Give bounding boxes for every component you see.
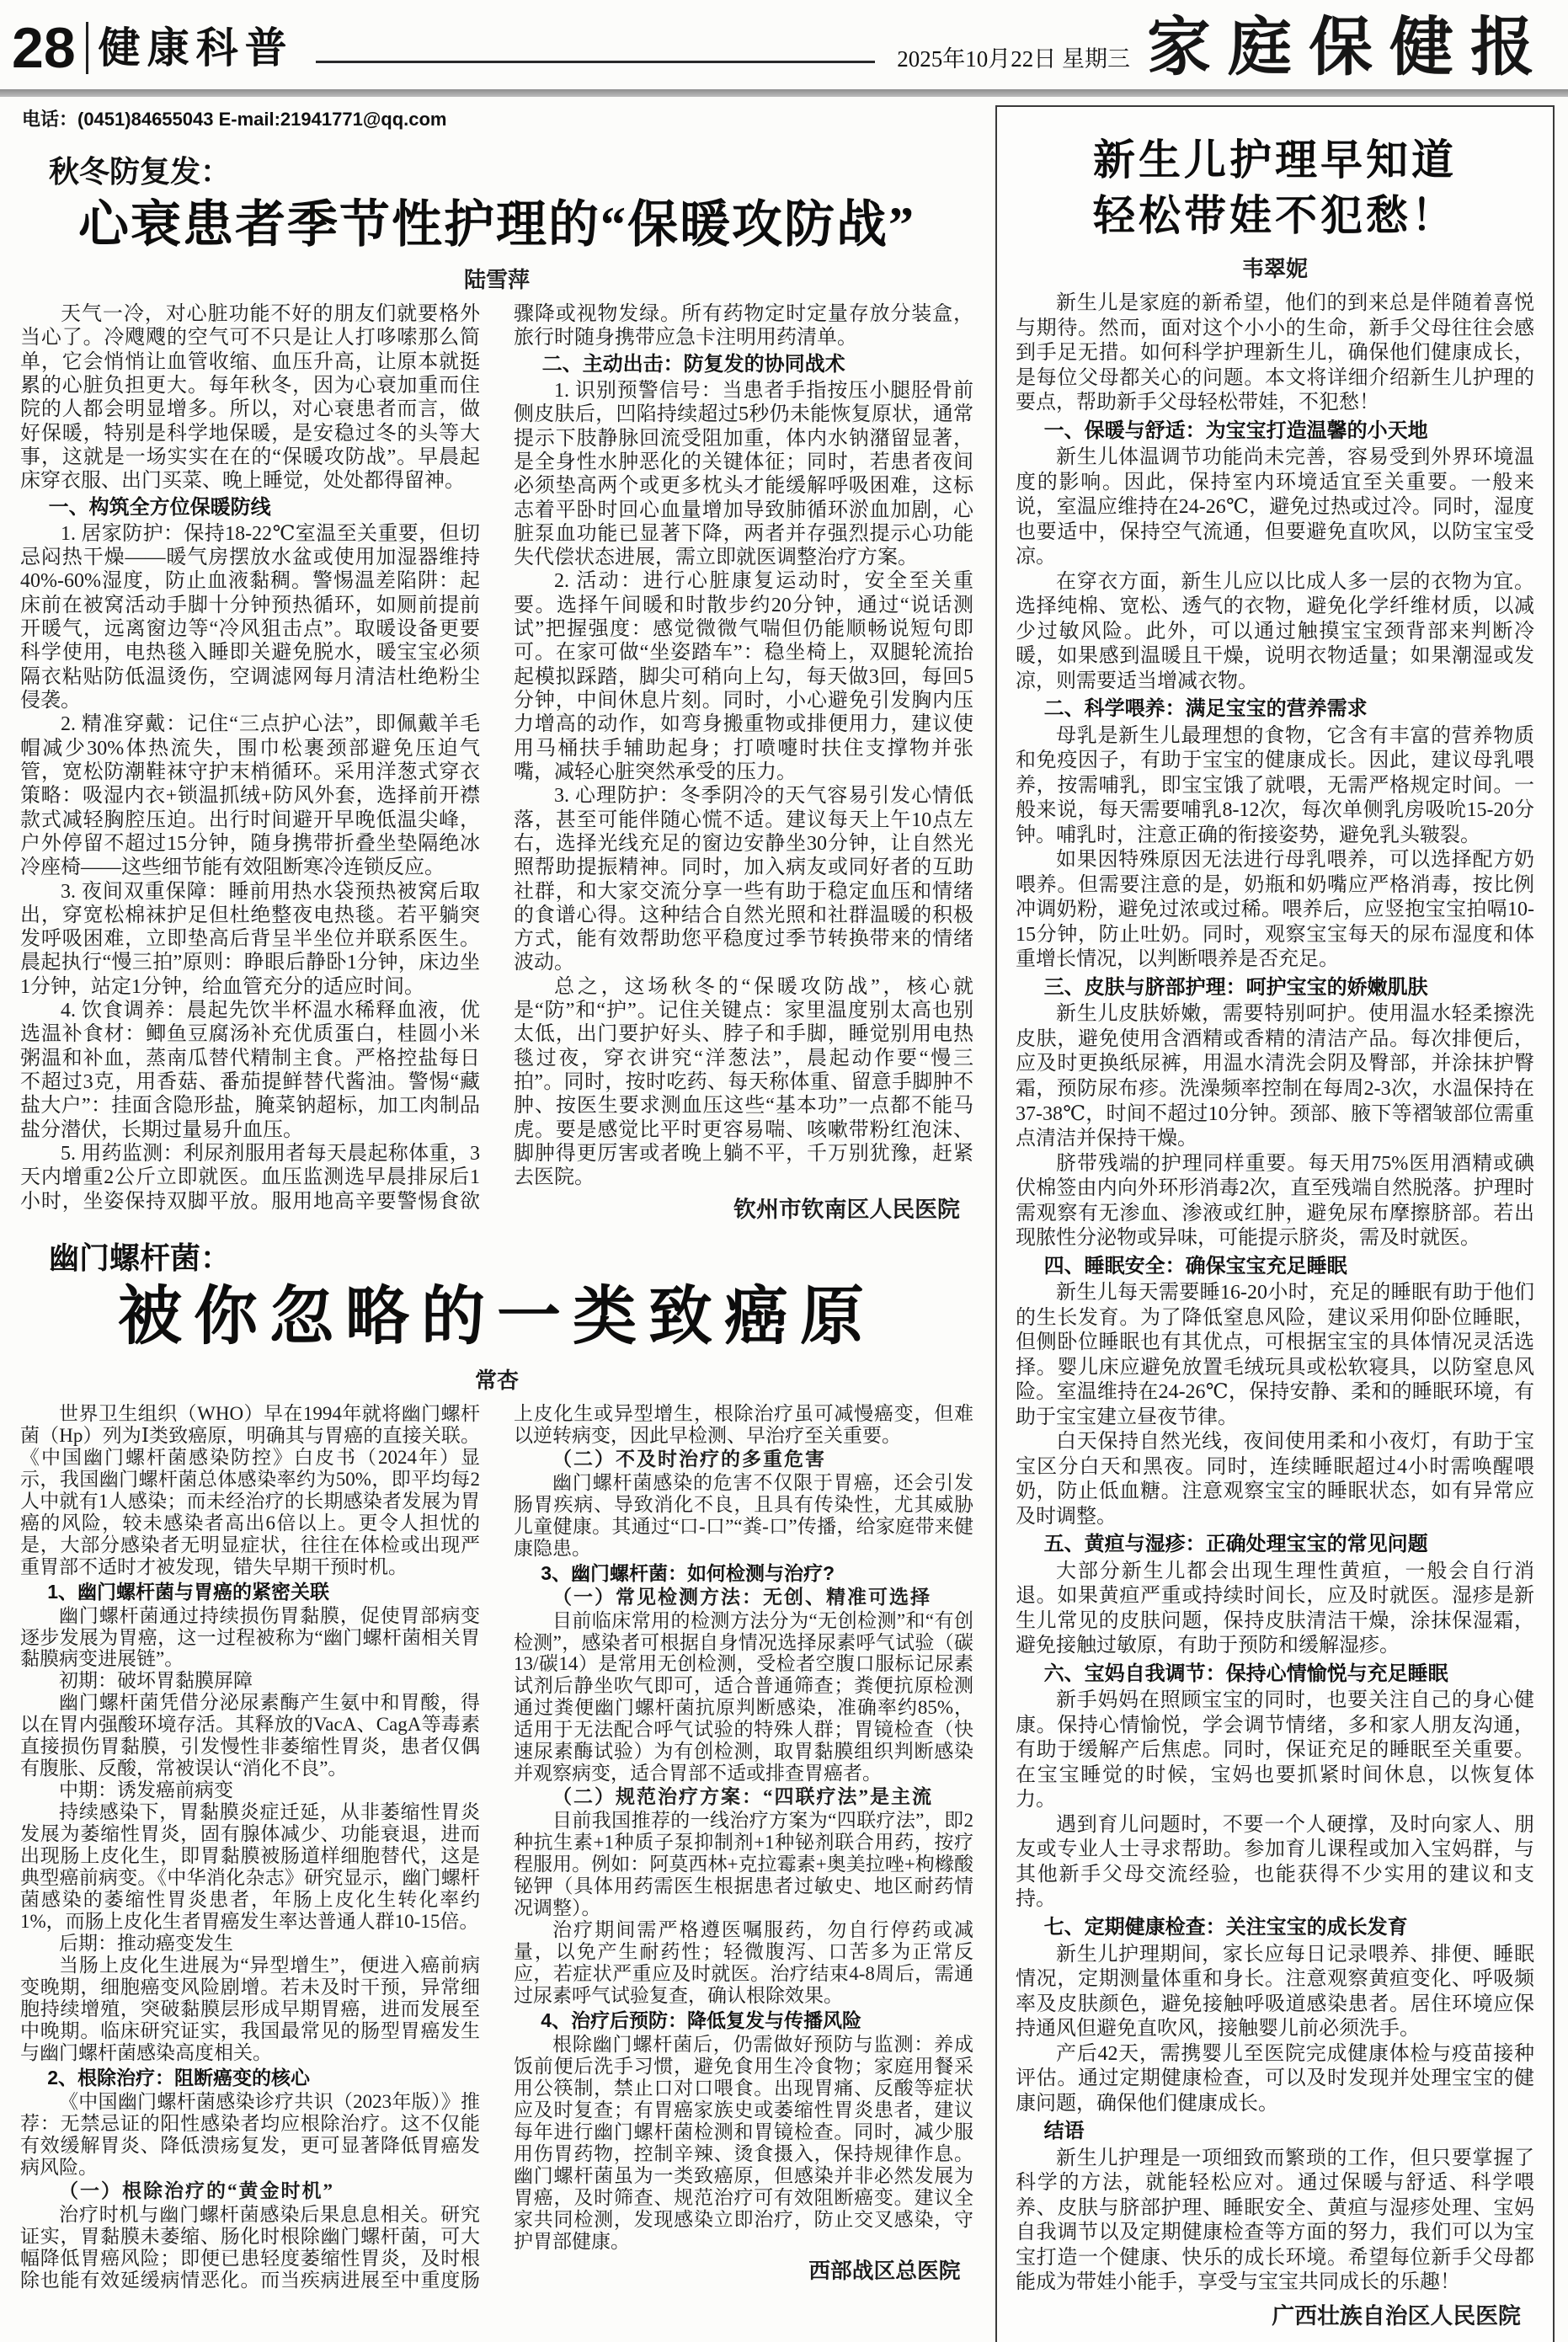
header-thick-rule <box>0 89 1568 97</box>
section-heading: 五、黄疸与湿疹：正确处理宝宝的常见问题 <box>1043 1533 1428 1556</box>
paragraph: 如果因特殊原因无法进行母乳喂养，可以选择配方奶喂养。但需要注意的是，奶瓶和奶嘴应严格消毒，按比例冲调奶粉，避免过浓或过稀。喂养后，应竖抱宝宝拍嗝10-15分钟，防止吐奶。同时，观察宝宝每天的尿布湿度和体重增长情况，以判断喂养是否充足。 <box>1016 849 1534 971</box>
paragraph: 治疗时机与幽门螺杆菌感染后果息息相关。研究证实，胃黏膜未萎缩、肠化时根除幽门螺杆菌，可大幅降低胃癌风险；即便已患轻度萎缩性胃炎，及时根除也能有效延缓病情恶化。而当疾病进展至中重度肠上皮化生或异型增生，根除治疗虽可减慢癌变，但难以逆转病变，因此早检测、早治疗至关重要。 <box>20 1402 973 2291</box>
paragraph: 目前临床常用的检测方法分为“无创检测”和“有创检测”，感染者可根据自身情况选择尿素呼气试验（碳13/碳14）是常用无创检测，受检者空腹口服标记尿素试剂后静坐吹气即可，适合普通筛查；粪便抗原检测通过粪便幽门螺杆菌抗原判断感染，准确率约85%，适用于无法配合呼气试验的特殊人群；胃镜检查（快速尿素酶试验）为有创检测，取胃黏膜组织判断感染并观察病变，适合胃部不适或排查胃癌者。 <box>514 1609 973 1785</box>
paragraph: 中期：诱发癌前病变 <box>59 1779 233 1801</box>
sub-heading: （二）规范治疗方案：“四联疗法”是主流 <box>552 1786 933 1808</box>
paragraph: 幽门螺杆菌凭借分泌尿素酶产生氨中和胃酸，得以在胃内强酸环境存活。其释放的VacA、CagA等毒素直接损伤胃黏膜，引发慢性非萎缩性胃炎，患者仅偶有腹胀、反酸，常被误认“消化不良”。 <box>20 1692 480 1779</box>
paragraph: 新手妈妈在照顾宝宝的同时，也要关注自己的身心健康。保持心情愉悦，学会调节情绪，多和家人朋友沟通，有助于缓解产后焦虑。同时，保证充足的睡眠至关重要。在宝宝睡觉的时候，宝妈也要抓紧时间休息，以恢复体力。 <box>1016 1689 1534 1811</box>
paragraph: 幽门螺杆菌感染的危害不仅限于胃癌，还会引发肠胃疾病、导致消化不良，且具有传染性，尤其威胁儿童健康。其通过“口-口”“粪-口”传播，给家庭带来健康隐患。 <box>514 1471 973 1559</box>
paragraph: 1. 识别预警信号：当患者手指按压小腿胫骨前侧皮肤后，凹陷持续超过5秒仍未能恢复原状，通常提示下肢静脉回流受阻加重，体内水钠潴留显著，是全身性水肿恶化的关键体征；同时，若患者夜间必须垫高两个或更多枕头才能缓解呼吸困难，这标志着平卧时回心血量增加导致肺循环淤血加剧，心脏泵血功能已显著下降，两者并存强烈提示心功能失代偿状态进展，需立即就医调整治疗方案。 <box>514 379 973 569</box>
section-heading: 二、科学喂养：满足宝宝的营养需求 <box>1043 697 1368 721</box>
paragraph: 后期：推动癌变发生 <box>59 1933 233 1955</box>
article-kicker: 幽门螺杆菌： <box>49 1240 232 1276</box>
paragraph: 脐带残端的护理同样重要。每天用75%医用酒精或碘伏棉签由内向外环形消毒2次，直至残端自然脱落。护理时需观察有无渗血、渗液或红肿，避免尿布摩擦脐部。若出现脓性分泌物或异味，可能提示脐炎，需及时就医。 <box>1016 1152 1534 1250</box>
paragraph: 白天保持自然光线，夜间使用柔和小夜灯，有助于宝宝区分白天和黑夜。同时，连续睡眠超过4小时需唤醒喂奶，防止低血糖。注意观察宝宝的睡眠状态，如有异常应及时调整。 <box>1016 1431 1534 1528</box>
section-heading: 1、幽门螺杆菌与胃癌的紧密关联 <box>47 1580 329 1603</box>
paragraph: 世界卫生组织（WHO）早在1994年就将幽门螺杆菌（Hp）列为Ⅰ类致癌原，明确其与胃癌的直接关联。《中国幽门螺杆菌感染防控》白皮书（2024年）显示，我国幽门螺杆菌总体感染率约为50%，即平均每2人中就有1人感染；而未经治疗的长期感染者发展为胃癌的风险，较未感染者高出6倍以上。更令人担忧的是，大部分感染者无明显症状，往往在体检或出现严重胃部不适时才被发现，错失早期干预时机。 <box>20 1402 480 1577</box>
sub-heading: （一）常见检测方法：无创、精准可选择 <box>552 1586 931 1608</box>
header-left <box>12 16 294 80</box>
article-helicobacter <box>20 1235 973 2291</box>
paragraph: 产后42天，需携婴儿至医院完成健康体检与疫苗接种评估。通过定期健康检查，可以及时发现并处理宝宝的健康问题，确保他们健康成长。 <box>1016 2042 1534 2115</box>
article-author: 常杏 <box>474 1367 519 1393</box>
paragraph: 1. 居家防护：保持18-22℃室温至关重要，但切忌闷热干燥——暖气房摆放水盆或使用加湿器维持40%-60%湿度，防止血液黏稠。警惕温差陷阱：起床前在被窝活动手脚十分钟预热循环，如厕前提前开暖气，远离窗边等“冷风狙击点”。取暖设备更要科学使用，电热毯入睡即关避免脱水，暖宝宝必须隔衣粘贴防低温烫伤，空调滤网每月清洁杜绝粉尘侵袭。 <box>20 522 480 712</box>
section-heading: 一、构筑全方位保暖防线 <box>48 495 271 519</box>
paragraph: 新生儿皮肤娇嫩，需要特别呵护。使用温水轻柔擦洗皮肤，避免使用含酒精或香精的清洁产品。每次排便后，应及时更换纸尿裤，用温水清洗会阴及臀部，并涂抹护臀霜，预防尿布疹。洗澡频率控制在每周2-3次，水温保持在37-38℃，时间不超过10分钟。颈部、腋下等褶皱部位需重点清洁并保持干燥。 <box>1016 1003 1534 1150</box>
header-divider <box>86 22 88 74</box>
paragraph: 3. 夜间双重保障：睡前用热水袋预热被窝后取出，穿宽松棉袜护足但杜绝整夜电热毯。若平躺突发呼吸困难，立即垫高后背呈半坐位并联系医生。晨起执行“慢三拍”原则：睁眼后静卧1分钟，床边坐1分钟，站定1分钟，给血管充分的适应时间。 <box>20 880 480 998</box>
section-heading: 六、宝妈自我调节：保持心情愉悦与充足睡眠 <box>1043 1662 1448 1685</box>
paragraph: 天气一冷，对心脏功能不好的朋友们就要格外当心了。冷飕飕的空气可不只是让人打哆嗦那么简单，它会悄悄让血管收缩、血压升高，让原本就挺累的心脏负担更大。每年秋冬，因为心衰加重而住院的人都会明显增多。所以，对心衰患者而言，做好保暖，特别是科学地保暖，是安稳过冬的头等大事，这就是一场实实在在的“保暖攻防战”。早晨起床穿衣服、出门买菜、晚上睡觉，处处都得留神。 <box>20 303 480 493</box>
article-body <box>20 302 973 1223</box>
paragraph: 大部分新生儿都会出现生理性黄疸，一般会自行消退。如果黄疸严重或持续时间长，应及时就医。湿疹是新生儿常见的皮肤问题，保持皮肤清洁干燥，涂抹保湿霜，避免接触过敏原，有助于预防和缓解湿疹。 <box>1016 1560 1534 1657</box>
section-title: 健康科普 <box>98 24 294 72</box>
section-heading: 结语 <box>1043 2120 1085 2143</box>
section-heading: 3、幽门螺杆菌：如何检测与治疗? <box>541 1561 835 1584</box>
article-body <box>20 1403 973 2291</box>
paragraph: 《中国幽门螺杆菌感染诊疗共识（2023年版）》推荐：无禁忌证的阳性感染者均应根除治疗。这不仅能有效缓解胃炎、降低溃疡复发，更可显著降低胃癌发病风险。 <box>20 2091 480 2179</box>
section-heading: 2、根除治疗：阻断癌变的核心 <box>47 2067 310 2089</box>
paragraph: 新生儿体温调节功能尚未完善，容易受到外界环境温度的影响。因此，保持室内环境适宜至关重要。一般来说，室温应维持在24-26℃，避免过热或过冷。同时，湿度也要适中，保持空气流通，但要避免直吹风，以防宝宝受凉。 <box>1016 446 1534 568</box>
section-heading: 四、睡眠安全：确保宝宝充足睡眠 <box>1043 1254 1347 1278</box>
section-heading: 二、主动出击：防复发的协同战术 <box>541 352 845 376</box>
paragraph: 母乳是新生儿最理想的食物，它含有丰富的营养物质和免疫因子，有助于宝宝的健康成长。因此，建议母乳喂养，按需哺乳，即宝宝饿了就喂，无需严格规定时间。一般来说，每天需要哺乳8-12次，每次单侧乳房吸吮15-20分钟。哺乳时，注意正确的衔接姿势，避免乳头皲裂。 <box>1016 724 1534 846</box>
paragraph: 根除幽门螺杆菌后，仍需做好预防与监测：养成饭前便后洗手习惯，避免食用生冷食物；家庭用餐采用公筷制，禁止口对口喂食。出现胃痛、反酸等症状应及时复查；有胃癌家族史或萎缩性胃炎患者，建议每年进行幽门螺杆菌检测和胃镜检查。同时，减少服用伤胃药物，控制辛辣、烫食摄入，保持规律作息。幽门螺杆菌虽为一类致癌原，但感染并非必然发展为胃癌，及时筛查、规范治疗可有效阻断癌变。建议全家共同检测，发现感染立即治疗，防止交叉感染，守护胃部健康。 <box>514 2034 973 2253</box>
article-body <box>1016 291 1534 2330</box>
article-title-line2: 轻松带娃不犯愁！ <box>1093 192 1457 239</box>
paragraph: 幽门螺杆菌通过持续损伤胃黏膜，促使胃部病变逐步发展为胃癌，这一过程被称为“幽门螺杆菌相关胃黏膜病变进展链”。 <box>20 1604 480 1670</box>
contact-line: 电话：(0451)84655043 E-mail:21941771@qq.com <box>22 109 447 130</box>
paragraph: 在穿衣方面，新生儿应以比成人多一层的衣物为宜。选择纯棉、宽松、透气的衣物，避免化学纤维材质，以减少过敏风险。此外，可以通过触摸宝宝颈背部来判断冷暖，如果感到温暖且干燥，说明衣物适量；如果潮湿或发凉，则需要适当增减衣物。 <box>1016 570 1534 692</box>
paragraph: 3. 心理防护：冬季阴冷的天气容易引发心情低落，甚至可能伴随心慌不适。建议每天上午10点左右，选择光线充足的窗边安静坐30分钟，让自然光照帮助提振精神。同时，加入病友或同好者的互助社群，和大家交流分享一些有助于稳定血压和情绪的食谱心得。这种结合自然光照和社群温暖的积极方式，能有效帮助您平稳度过季节转换带来的情绪波动。 <box>514 785 973 974</box>
paragraph: 初期：破坏胃黏膜屏障 <box>59 1670 253 1692</box>
article-newborn-care-box <box>995 105 1555 2342</box>
sub-heading: （一）根除治疗的“黄金时机” <box>59 2180 334 2202</box>
paragraph: 治疗期间需严格遵医嘱服药，勿自行停药或减量，以免产生耐药性；轻微腹泻、口苦多为正常反应，若症状严重应及时就医。治疗结束4-8周后，需通过尿素呼气试验复查，确认根除效果。 <box>514 1919 973 2007</box>
section-heading: 4、治疗后预防：降低复发与传播风险 <box>541 2009 861 2032</box>
article-kicker: 秋冬防复发： <box>49 154 232 189</box>
paragraph: 新生儿每天需要睡16-20小时，充足的睡眠有助于他们的生长发育。为了降低窒息风险，建议采用仰卧位睡眠，但侧卧位睡眠也有其优点，可根据宝宝的具体情况灵活选择。婴儿床应避免放置毛绒玩具或松软寝具，以防窒息风险。室温维持在24-26℃，保持安静、柔和的睡眠环境，有助于宝宝建立昼夜节律。 <box>1016 1282 1534 1428</box>
article-title-line1: 新生儿护理早知道 <box>1093 136 1457 184</box>
section-heading: 七、定期健康检查：关注宝宝的成长发育 <box>1043 1916 1408 1939</box>
article-title: 被你忽略的一类致癌原 <box>118 1282 876 1353</box>
paragraph: 总之，这场秋冬的“保暖攻防战”，核心就是“防”和“护”。记住关键点：家里温度别太高也别太低，出门要护好头、脖子和手脚，睡觉别用电热毯过夜，穿衣讲究“洋葱法”，晨起动作要“慢三拍”。同时，按时吃药、每天称体重、留意手脚肿不肿、按医生要求测血压这些“基本功”一点都不能马虎。要是感觉比平时更容易喘、咳嗽带粉红泡沫、脚肿得更厉害或者晚上躺不平，千万别犹豫，赶紧去医院。 <box>514 975 973 1189</box>
left-column <box>20 97 973 2291</box>
paragraph: 遇到育儿问题时，不要一个人硬撑，及时向家人、朋友或专业人士寻求帮助。参加育儿课程或加入宝妈群，与其他新手父母交流经验，也能获得不少实用的建议和支持。 <box>1016 1813 1534 1911</box>
article-author: 韦翠妮 <box>1241 256 1308 281</box>
article-title <box>1016 132 1534 243</box>
paragraph: 2. 活动：进行心脏康复运动时，安全至关重要。选择午间暖和时散步约20分钟，通过“说话测试”把握强度：感觉微微气喘但仍能顺畅说短句即可。在家可做“坐姿踏车”：稳坐椅上，双腿轮流抬起模拟踩踏，脚尖可稍向上勾，每天做3回，每回5分钟，中间休息片刻。同时，小心避免引发胸内压力增高的动作，如弯身搬重物或排便用力，建议使用马桶扶手辅助起身；打喷嚏时扶住支撑物并张嘴，减轻心脏突然承受的压力。 <box>514 570 973 783</box>
issue-date: 2025年10月22日 星期三 <box>897 45 1130 72</box>
paragraph: 持续感染下，胃黏膜炎症迁延，从非萎缩性胃炎发展为萎缩性胃炎，固有腺体减少、功能衰退，进而出现肠上皮化生，即胃黏膜被肠道样细胞替代，这是典型癌前病变。《中华消化杂志》研究显示，幽门螺杆菌感染的萎缩性胃炎患者，年肠上皮化生转化率约1%，而肠上皮化生者胃癌发生率达普通人群10-15倍。 <box>20 1801 480 1933</box>
paragraph: 新生儿是家庭的新希望，他们的到来总是伴随着喜悦与期待。然而，面对这个小小的生命，新手父母往往会感到手足无措。如何科学护理新生儿，确保他们健康成长，是每位父母都关心的问题。本文将详细介绍新生儿护理的要点，帮助新手父母轻松带娃，不犯愁！ <box>1016 292 1534 414</box>
article-author: 陆雪萍 <box>463 267 530 292</box>
section-heading: 一、保暖与舒适：为宝宝打造温馨的小天地 <box>1043 419 1428 442</box>
article-signature: 西部战区总医院 <box>808 2259 961 2284</box>
page-number: 28 <box>12 16 76 80</box>
paragraph: 4. 饮食调养：晨起先饮半杯温水稀释血液，优选温补食材：鲫鱼豆腐汤补充优质蛋白，桂圆小米粥温和补血，蒸南瓜替代精制主食。严格控盐每日不超过3克，用香菇、番茄提鲜替代酱油。警惕“藏盐大户”：挂面含隐形盐，腌菜钠超标，加工肉制品盐分潜伏，长期过量易升血压。 <box>20 1000 480 1141</box>
article-signature: 钦州市钦南区人民医院 <box>733 1196 960 1222</box>
page-content <box>0 97 1568 2342</box>
paragraph: 当肠上皮化生进展为“异型增生”，便进入癌前病变晚期，细胞癌变风险剧增。若未及时干预，异常细胞持续增殖，突破黏膜层形成早期胃癌，进而发展至中晚期。临床研究证实，我国最常见的肠型胃癌发生与幽门螺杆菌感染高度相关。 <box>20 1955 480 2064</box>
header-rule <box>316 61 876 63</box>
paragraph: 2. 精准穿戴：记住“三点护心法”，即佩戴羊毛帽减少30%体热流失，围巾松裹颈部避免压迫气管，宽松防潮鞋袜守护末梢循环。采用洋葱式穿衣策略：吸湿内衣+锁温抓绒+防风外套，选择前开襟款式减轻胸腔压迫。出行时间避开早晚低温尖峰，户外停留不超过15分钟，随身携带折叠坐垫隔绝冰冷座椅——这些细节能有效阻断寒冷连锁反应。 <box>20 713 480 879</box>
paragraph: 5. 用药监测：利尿剂服用者每天晨起称体重，3天内增重2公斤立即就医。血压监测选早晨排尿后1小时，坐姿保持双脚平放。服用地高辛要警惕食欲骤降或视物发绿。所有药物定时定量存放分装盒，旅行时随身携带应急卡注明用药清单。 <box>20 303 973 1213</box>
article-heart-failure <box>20 148 973 1223</box>
section-heading: 三、皮肤与脐部护理：呵护宝宝的娇嫩肌肤 <box>1043 975 1428 999</box>
sub-heading: （二）不及时治疗的多重危害 <box>552 1448 826 1470</box>
paragraph: 新生儿护理是一项细致而繁琐的工作，但只要掌握了科学的方法，就能轻松应对。通过保暖与舒适、科学喂养、皮肤与脐部护理、睡眠安全、黄疸与湿疹处理、宝妈自我调节以及定期健康检查等方面的努力，我们可以为宝宝打造一个健康、快乐的成长环境。希望每位新手父母都能成为带娃小能手，享受与宝宝共同成长的乐趣！ <box>1016 2147 1534 2294</box>
newspaper-masthead: 家庭保健报 <box>1147 13 1551 83</box>
page-header <box>0 0 1568 84</box>
paragraph: 目前我国推荐的一线治疗方案为“四联疗法”，即2种抗生素+1种质子泵抑制剂+1种铋剂联合用药，按疗程服用。例如：阿莫西林+克拉霉素+奥美拉唑+枸橼酸铋钾（具体用药需医生根据患者过敏史、地区耐药情况调整）。 <box>514 1810 973 1919</box>
article-signature: 广西壮族自治区人民医院 <box>1272 2302 1521 2329</box>
article-title: 心衰患者季节性护理的“保暖攻防战” <box>78 197 915 253</box>
paragraph: 新生儿护理期间，家长应每日记录喂养、排便、睡眠情况，定期测量体重和身长。注意观察黄疸变化、呼吸频率及皮肤颜色，避免接触呼吸道感染患者。居住环境应保持通风但避免直吹风，接触婴儿前必须洗手。 <box>1016 1943 1534 2041</box>
